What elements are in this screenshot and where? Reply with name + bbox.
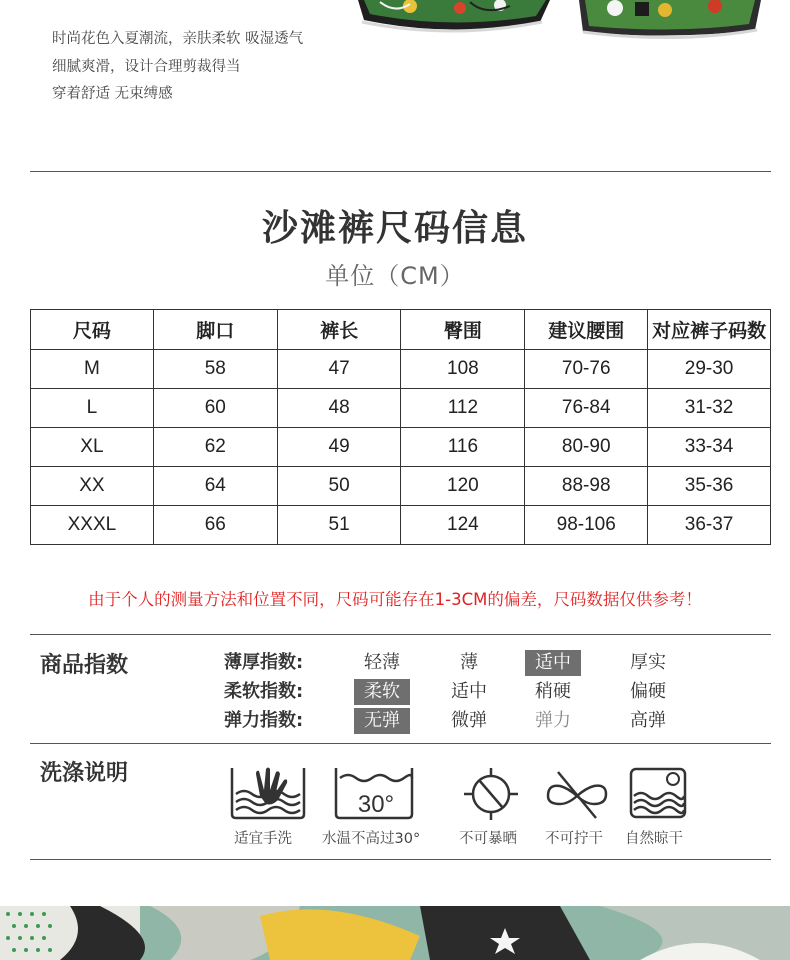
wash-instructions-label: 洗涤说明 [40,761,129,786]
wash-caption: 自然晾干 [625,831,683,847]
table-cell: L [31,389,154,428]
index-option: 轻薄 [364,652,400,673]
index-option: 厚实 [630,652,666,673]
table-cell: 88-98 [525,467,648,506]
table-cell: 35-36 [648,467,771,506]
table-cell: 49 [277,428,401,467]
wash-caption: 不可拧干 [545,831,603,847]
product-image-top-right [575,0,765,42]
table-cell: XX [31,467,154,506]
table-cell: 58 [153,350,277,389]
divider [30,171,771,172]
index-option: 适中 [451,681,487,702]
table-cell: 124 [401,506,525,545]
index-option-selected: 无弹 [354,708,410,734]
table-cell: 64 [153,467,277,506]
product-image-top-left [350,0,560,42]
index-option: 偏硬 [630,681,666,702]
no-sun-dry-icon [460,766,522,820]
water-temperature-icon [332,766,416,820]
product-index-label: 商品指数 [40,653,129,678]
size-table-header-row [31,310,771,350]
intro-line: 细腻爽滑，设计合理剪裁得当 [52,58,241,75]
table-cell: 47 [277,350,401,389]
header-cell: 裤长 [277,310,401,350]
hand-wash-icon [226,766,310,820]
product-intro-text [52,26,303,109]
table-cell: 50 [277,467,401,506]
wash-caption: 水温不高过30° [322,831,421,847]
table-cell: 70-76 [525,350,648,389]
table-cell: 29-30 [648,350,771,389]
table-cell: 80-90 [525,428,648,467]
table-cell: M [31,350,154,389]
index-option: 薄 [460,652,478,673]
index-name: 薄厚指数: [224,652,304,673]
header-cell: 建议腰围 [525,310,648,350]
table-row [31,428,771,467]
header-cell: 对应裤子码数 [648,310,771,350]
table-cell: 33-34 [648,428,771,467]
index-name: 柔软指数: [224,681,304,702]
index-option: 高弹 [630,710,666,731]
table-cell: 31-32 [648,389,771,428]
table-cell: 98-106 [525,506,648,545]
table-cell: XXXL [31,506,154,545]
index-option: 弹力 [535,710,571,731]
table-row [31,506,771,545]
water-temperature-text: 30° [357,791,395,818]
table-row [31,389,771,428]
index-option-selected: 柔软 [354,679,410,705]
header-cell: 脚口 [153,310,277,350]
table-cell: 120 [401,467,525,506]
table-cell: 62 [153,428,277,467]
size-info-title: 沙滩裤尺码信息 [261,208,528,249]
no-wring-icon [542,766,612,820]
divider [30,859,771,860]
size-table [30,309,771,545]
index-option-selected: 适中 [525,650,581,676]
product-image-bottom [0,906,790,960]
table-cell: 48 [277,389,401,428]
table-cell: 116 [401,428,525,467]
index-option: 微弹 [451,710,487,731]
table-cell: 60 [153,389,277,428]
intro-line: 时尚花色入夏潮流，亲肤柔软 吸湿透气 [52,31,304,47]
table-row [31,350,771,389]
size-disclaimer: 由于个人的测量方法和位置不同，尺码可能存在1-3CM的偏差，尺码数据仅供参考！ [88,590,702,609]
wash-caption: 不可暴晒 [459,831,517,847]
table-cell: XL [31,428,154,467]
header-cell: 臀围 [401,310,525,350]
table-cell: 66 [153,506,277,545]
table-cell: 76-84 [525,389,648,428]
natural-dry-icon [628,766,688,820]
index-name: 弹力指数: [224,710,304,731]
wash-caption: 适宜手洗 [234,831,292,847]
index-option: 稍硬 [535,681,571,702]
table-cell: 36-37 [648,506,771,545]
header-cell: 尺码 [31,310,154,350]
table-cell: 108 [401,350,525,389]
table-cell: 112 [401,389,525,428]
table-row [31,467,771,506]
table-cell: 51 [277,506,401,545]
size-info-unit: 单位（CM） [325,262,465,290]
intro-line: 穿着舒适 无束缚感 [52,86,173,102]
divider [30,634,771,635]
divider [30,743,771,744]
